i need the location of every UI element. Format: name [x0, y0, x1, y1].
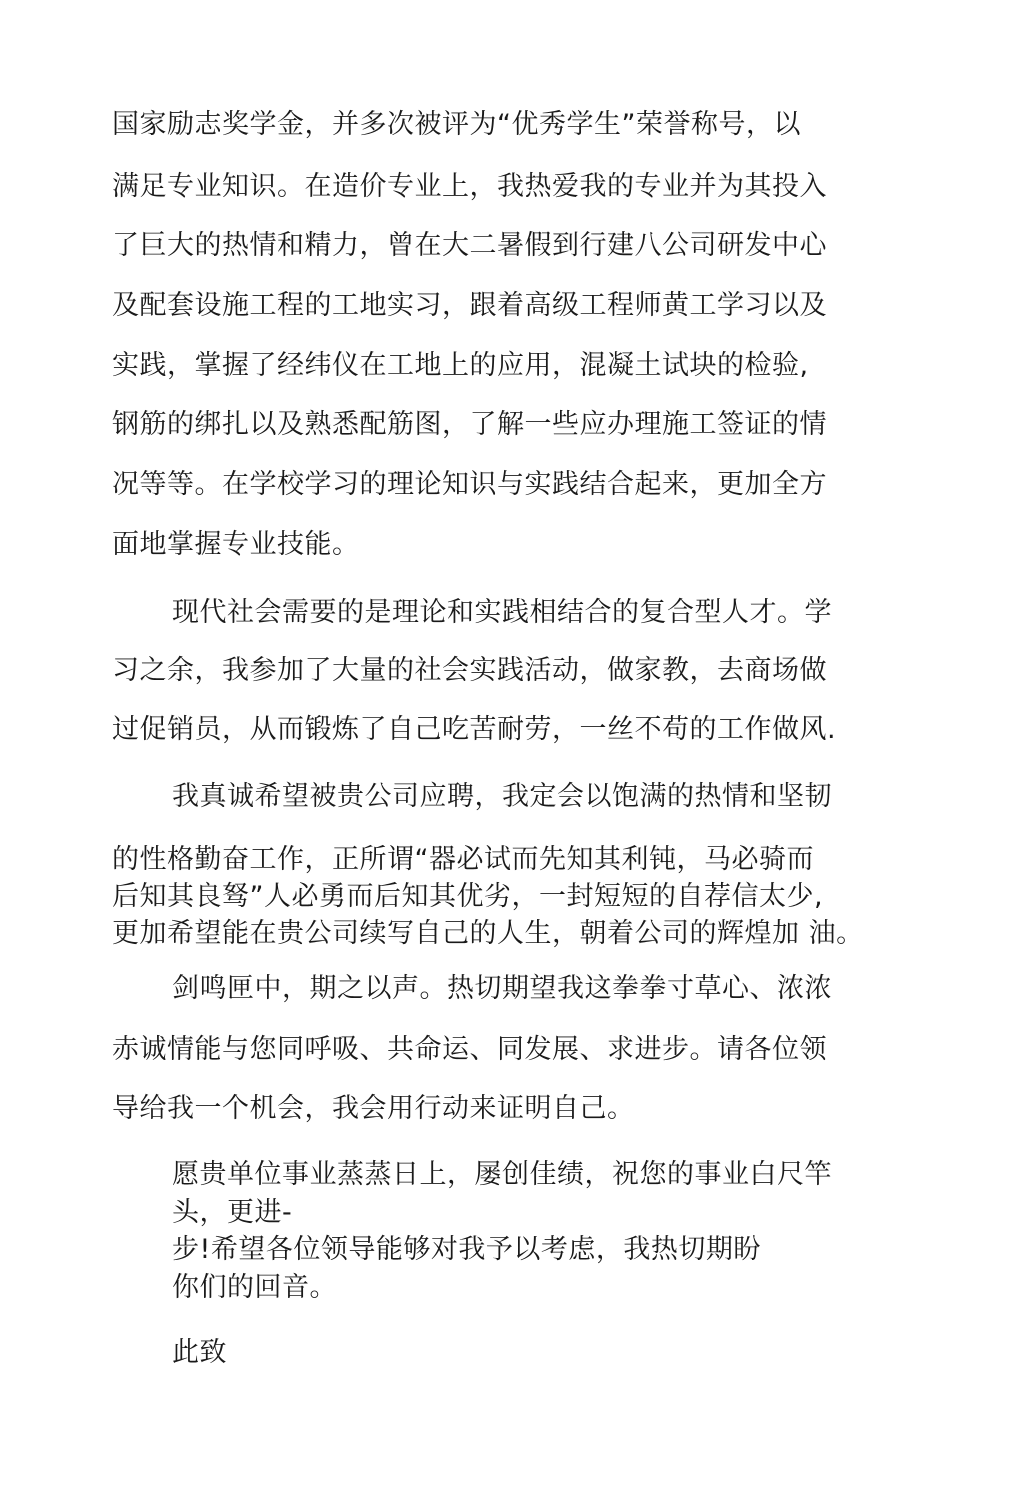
- paragraph-line: 我真诚希望被贵公司应聘，我定会以饱满的热情和坚韧: [172, 781, 832, 812]
- paragraph-line: 愿贵单位事业蒸蒸日上，屡创佳绩，祝您的事业白尺竿: [172, 1159, 832, 1190]
- paragraph-line: 过促销员，从而锻炼了自己吃苦耐劳，一丝不苟的工作做风.: [112, 714, 837, 745]
- paragraph-line: 剑鸣匣中，期之以声。热切期望我这拳拳寸草心、浓浓: [172, 973, 832, 1004]
- paragraph-line: 国家励志奖学金，并多次被评为“优秀学生”荣誉称号，以: [112, 109, 801, 140]
- paragraph-line: 况等等。在学校学习的理论知识与实践结合起来，更加全方: [112, 469, 827, 500]
- paragraph-line: 现代社会需要的是理论和实践相结合的复合型人才。学: [172, 597, 832, 628]
- closing-salutation: 此致: [172, 1337, 227, 1368]
- paragraph-line: 后知其良驽”人必勇而后知其优劣，一封短短的自荐信太少,: [112, 881, 824, 912]
- paragraph-line: 及配套设施工程的工地实习，跟着高级工程师黄工学习以及: [112, 290, 827, 321]
- paragraph-line: 了巨大的热情和精力，曾在大二暑假到行建八公司研发中心: [112, 230, 827, 261]
- paragraph-line: 的性格勤奋工作，正所谓“器必试而先知其利钝，马必骑而: [112, 844, 814, 875]
- paragraph-line: 赤诚情能与您同呼吸、共命运、同发展、求进步。请各位领: [112, 1034, 827, 1065]
- paragraph-line: 实践，掌握了经纬仪在工地上的应用，混凝土试块的检验,: [112, 350, 809, 381]
- paragraph-line: 更加希望能在贵公司续写自己的人生，朝着公司的辉煌加 油。: [112, 918, 864, 949]
- paragraph-line: 你们的回音。: [172, 1272, 337, 1303]
- paragraph-line: 导给我一个机会，我会用行动来证明自己。: [112, 1093, 635, 1124]
- paragraph-line: 头，更进-: [172, 1197, 293, 1228]
- paragraph-line: 习之余，我参加了大量的社会实践活动，做家教，去商场做: [112, 655, 827, 686]
- paragraph-line: 面地掌握专业技能。: [112, 529, 360, 560]
- paragraph-line: 步!希望各位领导能够对我予以考虑，我热切期盼: [172, 1234, 761, 1265]
- paragraph-line: 满足专业知识。在造价专业上，我热爱我的专业并为其投入: [112, 171, 827, 202]
- paragraph-line: 钢筋的绑扎以及熟悉配筋图，了解一些应办理施工签证的情: [112, 409, 827, 440]
